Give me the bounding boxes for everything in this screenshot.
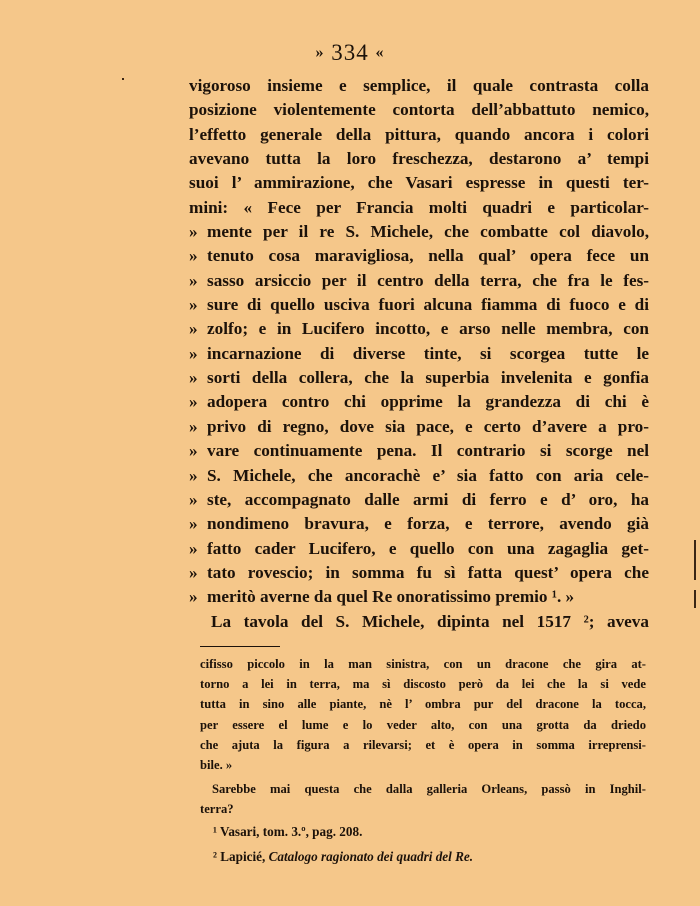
quoted-line <box>189 366 649 390</box>
footnote-marker: ² <box>213 849 217 864</box>
text-line: sure di quello usciva fuori alcuna fiamma di fuoco e di <box>207 295 649 315</box>
footnote-line: terra? <box>200 802 234 817</box>
quoted-line <box>189 585 649 609</box>
text-line: fatto cader Lucifero, e quello con una zagaglia get- <box>207 538 649 558</box>
quoted-line <box>189 512 649 536</box>
footnote-line: bile. » <box>200 758 233 773</box>
footnotes <box>213 819 646 869</box>
footnote-line: tutta in sino alle piante, nè l’ ombra pur del dracone la tocca, <box>200 697 646 712</box>
quote-mark: » <box>189 319 198 339</box>
quote-mark: » <box>189 343 198 363</box>
text-line: mini: « Fece per Francia molti quadri e particolar- <box>189 197 649 217</box>
footnote-line: per essere el lume e lo veder alto, con una grotta da driedo <box>200 717 646 732</box>
footnote-line: che ajuta la figura a rilevarsi; et è opera in somma irreprensi- <box>200 737 646 752</box>
quote-mark: » <box>189 295 198 315</box>
quote-mark: » <box>189 392 198 412</box>
quote-mark: » <box>189 416 198 436</box>
footnote-line: cifisso piccolo in la man sinistra, con un dracone che gira at- <box>200 657 646 671</box>
quote-mark: » <box>189 514 198 534</box>
footnote-line: Sarebbe mai questa che dalla galleria Orleans, passò in Inghil- <box>212 782 646 796</box>
quote-mark: » <box>189 222 198 242</box>
footnote-text: Vasari, tom. 3.º, pag. 208. <box>220 824 363 839</box>
quoted-line <box>189 244 649 268</box>
footnote-continuation <box>200 654 646 775</box>
text-line: tato rovescio; in somma fu sì fatta quest’ opera che <box>207 562 649 582</box>
footnote-separator <box>200 646 280 647</box>
page-number <box>0 40 700 66</box>
text-line: zolfo; e in Lucifero incotto, e arso nelle membra, con <box>207 319 649 339</box>
main-text <box>189 74 649 634</box>
quote-mark: » <box>189 246 198 266</box>
text-line: incarnazione di diverse tinte, si scorgea tutte le <box>207 343 649 363</box>
quoted-line <box>189 342 649 366</box>
ornament-left: » <box>315 44 325 61</box>
text-line: posizione violentemente contorta dell’abbattuto nemico, <box>189 100 649 120</box>
text-line: avevano tutta la loro freschezza, destarono a’ tempi <box>189 149 649 169</box>
footnote-title: Catalogo ragionato dei quadri del Re. <box>268 849 474 864</box>
footnote-marker: ¹ <box>213 824 217 839</box>
quoted-line <box>189 464 649 488</box>
ornament-right: « <box>375 44 385 61</box>
text-line: l’effetto generale della pittura, quando ancora i colori <box>189 124 649 144</box>
text-line: vigoroso insieme e semplice, il quale contrasta colla <box>189 76 649 95</box>
text-line: sasso arsiccio per il centro della terra, che fra le fes- <box>207 270 649 290</box>
text-line: tenuto cosa maravigliosa, nella qual’ opera fece un <box>207 246 649 266</box>
quoted-line <box>189 537 649 561</box>
quote-mark: » <box>189 270 198 290</box>
footnote-question <box>200 779 646 819</box>
quoted-line <box>189 220 649 244</box>
quote-mark: » <box>189 538 198 558</box>
quote-mark: » <box>189 587 198 607</box>
text-line: suoi l’ ammirazione, che Vasari espresse in questi ter- <box>189 173 649 193</box>
quoted-line <box>189 269 649 293</box>
text-line: mente per il re S. Michele, che combatte col diavolo, <box>207 222 649 242</box>
quote-mark: » <box>189 489 198 509</box>
quoted-line <box>189 390 649 414</box>
footnote-2 <box>213 844 646 869</box>
text-line: nondimeno bravura, e forza, e terrore, avendo già <box>207 514 649 534</box>
page-number-value: 334 <box>331 40 369 65</box>
scan-speck <box>694 540 696 580</box>
quoted-line <box>189 293 649 317</box>
text-line: La tavola del S. Michele, dipinta nel 1517 ²; aveva <box>211 611 649 631</box>
quoted-line <box>189 561 649 585</box>
scan-speck <box>122 78 124 80</box>
quoted-line <box>189 317 649 341</box>
quoted-line <box>189 415 649 439</box>
quote-mark: » <box>189 562 198 582</box>
quote-mark: » <box>189 368 198 388</box>
quoted-line <box>189 488 649 512</box>
footnote-1 <box>213 819 646 844</box>
quote-mark: » <box>189 441 198 461</box>
scan-speck <box>694 590 696 608</box>
text-line: sorti della collera, che la superbia invelenita e gonfia <box>207 368 649 388</box>
quote-mark: » <box>189 465 198 485</box>
text-line: privo di regno, dove sia pace, e certo d’avere a pro- <box>207 416 649 436</box>
footnote-text: Lapicié, <box>220 849 266 864</box>
text-line: vare continuamente pena. Il contrario si scorge nel <box>207 441 649 461</box>
text-line: S. Michele, che ancorachè e’ sia fatto con aria cele- <box>207 465 649 485</box>
text-line: adopera contro chi opprime la grandezza di chi è <box>207 392 649 412</box>
footnote-line: torno a lei in terra, ma sì discosto però da lei che la si vede <box>200 677 646 692</box>
text-line: ste, accompagnato dalle armi di ferro e d’ oro, ha <box>207 489 649 509</box>
text-line: meritò averne da quel Re onoratissimo premio ¹. » <box>207 587 575 607</box>
quoted-line <box>189 439 649 463</box>
